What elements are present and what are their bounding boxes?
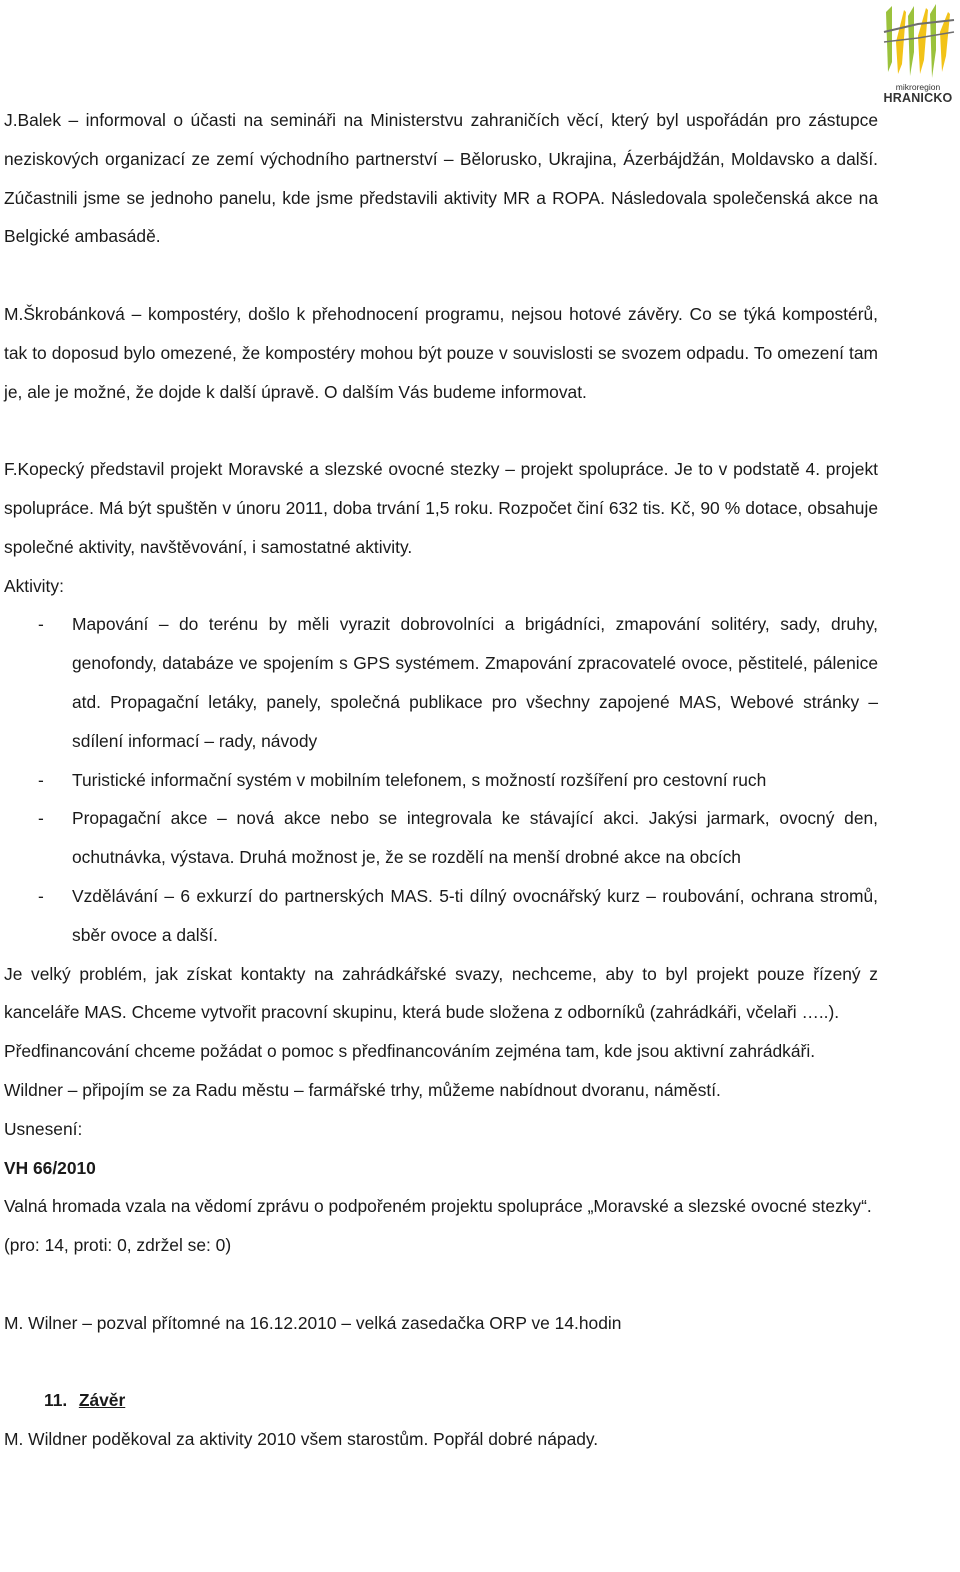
paragraph-kopecky: F.Kopecký představil projekt Moravské a slezské ovocné stezky – projekt spolupráce. Je to v podstatě 4. projekt spolupráce. Má být spuštěn v únoru 2011, doba trvání 1,5 roku. Rozpočet činí 632 tis. Kč, 90 % dotace, obsahuje společné aktivity, navštěvování, i samostatné aktivity. bbox=[4, 459, 878, 557]
list-item bbox=[4, 799, 878, 877]
dash-marker: - bbox=[38, 769, 44, 790]
paragraph-balek: J.Balek – informoval o účasti na semináři na Ministerstvu zahraničích věcí, který byl uspořádán pro zástupce neziskových organizací ze zemí východního partnerství – Bělorusko, Ukrajina, Ázerbájdžán, Moldavsko a další. Zúčastnili jsme se jednoho panelu, kde jsme představili aktivity MR a ROPA. Následovala společenská akce na Belgické ambasádě. bbox=[4, 110, 878, 247]
paragraph-wildner: Wildner – připojím se za Radu městu – farmářské trhy, můžeme nabídnout dvoranu, náměstí. bbox=[4, 1079, 721, 1100]
paragraph-prefinancing: Předfinancování chceme požádat o pomoc s předfinancováním zejména tam, kde jsou aktivní zahrádkáři. bbox=[4, 1041, 816, 1062]
list-item-text: Propagační akce – nová akce nebo se integrovala ke stávající akci. Jakýsi jarmark, ovocný den, ochutnávka, výstava. Druhá možnost je, že se rozdělí na menší drobné akce na obcích bbox=[72, 808, 878, 868]
vote-result: (pro: 14, proti: 0, zdržel se: 0) bbox=[4, 1235, 232, 1256]
dash-marker: - bbox=[38, 808, 44, 829]
list-item bbox=[4, 605, 878, 760]
document-body bbox=[4, 101, 878, 1459]
paragraph-contacts: Je velký problém, jak získat kontakty na zahrádkářské svazy, nechceme, aby to byl projekt pouze řízený z kanceláře MAS. Chceme vytvořit pracovní skupinu, která bude složena z odborníků (zahrádkáři, včelaři …..). bbox=[4, 963, 878, 1023]
logo-graphic bbox=[878, 2, 958, 84]
dash-marker: - bbox=[38, 614, 44, 635]
logo-line1: mikroregion bbox=[895, 82, 941, 92]
resolution-id: VH 66/2010 bbox=[4, 1157, 96, 1178]
aktivity-label: Aktivity: bbox=[4, 575, 64, 596]
usneseni-label: Usnesení: bbox=[4, 1118, 83, 1139]
mikroregion-hranicko-logo bbox=[878, 2, 958, 110]
section-heading bbox=[4, 1381, 878, 1420]
list-item bbox=[4, 877, 878, 955]
dash-marker: - bbox=[38, 885, 44, 906]
list-item-text: Mapování – do terénu by měli vyrazit dobrovolníci a brigádníci, zmapování solitéry, sady, druhy, genofondy, databáze ve spojením s GPS systémem. Zmapování zpracovatelé ovoce, pěstitelé, pálenice atd. Propagační letáky, panely, společná publikace pro všechny zapojené MAS, Webové stránky – sdílení informací – rady, návody bbox=[72, 614, 878, 751]
activities-list bbox=[4, 605, 878, 954]
section-title: Závěr bbox=[78, 1390, 126, 1411]
list-item-text: Vzdělávání – 6 exkurzí do partnerských MAS. 5-ti dílný ovocnářský kurz – roubování, ochrana stromů, sběr ovoce a další. bbox=[72, 885, 878, 945]
paragraph-wilner-invite: M. Wilner – pozval přítomné na 16.12.2010 – velká zasedačka ORP ve 14.hodin bbox=[4, 1312, 622, 1333]
resolution-text: Valná hromada vzala na vědomí zprávu o podpořeném projektu spolupráce „Moravské a slezské ovocné stezky“. bbox=[4, 1196, 872, 1217]
section-number: 11. bbox=[44, 1390, 68, 1411]
list-item-text: Turistické informační systém v mobilním telefonem, s možností rozšíření pro cestovní ruch bbox=[72, 769, 767, 790]
logo-line2: HRANICKO bbox=[883, 91, 953, 105]
list-item bbox=[4, 761, 878, 800]
paragraph-closing: M. Wildner poděkoval za aktivity 2010 všem starostům. Popřál dobré nápady. bbox=[4, 1429, 599, 1450]
paragraph-skrobankova: M.Škrobánková – kompostéry, došlo k přehodnocení programu, nejsou hotové závěry. Co se týká kompostérů, tak to doposud bylo omezené, že kompostéry mohou být pouze v souvislosti se svozem odpadu. To omezení tam je, ale je možné, že dojde k další úpravě. O dalším Vás budeme informovat. bbox=[4, 303, 878, 402]
